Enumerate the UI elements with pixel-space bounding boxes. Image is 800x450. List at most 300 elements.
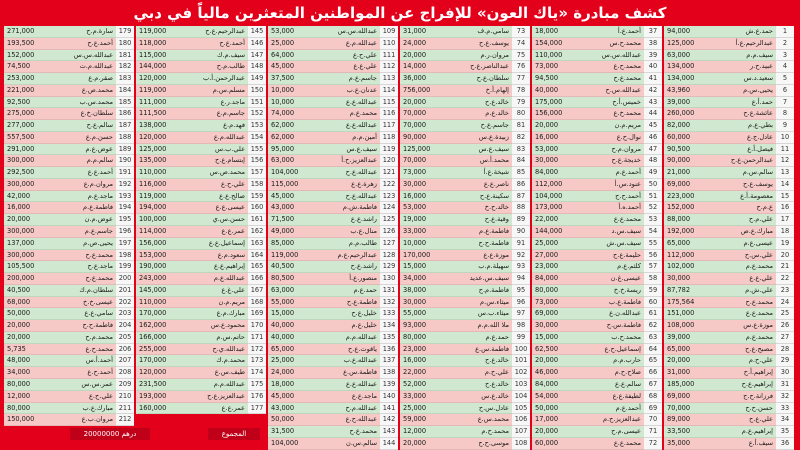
person-name: محمد.ص.ع — [53, 85, 116, 97]
row-number: 54 — [644, 226, 662, 238]
row-number: 104 — [512, 391, 530, 403]
row-number: 100 — [512, 344, 530, 356]
row-number: 189 — [116, 144, 134, 156]
row-number: 53 — [644, 214, 662, 226]
row-number: 17 — [776, 214, 794, 226]
amount-value: 152,000 — [4, 50, 53, 62]
list-column — [530, 26, 662, 450]
table-row — [134, 308, 266, 320]
amount-value: 46,000 — [532, 367, 581, 379]
row-number: 128 — [380, 250, 398, 262]
amount-value: 43,000 — [268, 403, 317, 415]
amount-value: 60,000 — [532, 438, 581, 450]
amount-value: 71,500 — [268, 214, 317, 226]
row-number: 2 — [776, 38, 794, 50]
table-row — [266, 144, 398, 156]
amount-value: 64,000 — [268, 50, 317, 62]
table-row — [266, 108, 398, 120]
table-row — [398, 285, 530, 297]
row-number: 196 — [116, 226, 134, 238]
person-name: سلطان.م.ك — [53, 285, 116, 297]
person-name: سامي.ع.ع — [53, 308, 116, 320]
person-name: علي.ع.ع — [713, 273, 776, 285]
table-row — [134, 355, 266, 367]
list-column — [662, 26, 794, 450]
person-name: خميس.أ.ح — [581, 97, 644, 109]
table-row — [398, 85, 530, 97]
person-name: محمود.ع.س — [185, 320, 248, 332]
row-number: 141 — [380, 403, 398, 415]
row-number: 194 — [116, 202, 134, 214]
amount-value: 119,000 — [268, 250, 317, 262]
row-number: 28 — [776, 344, 794, 356]
amount-value: 260,000 — [664, 108, 713, 120]
person-name: محمد.ع.ح — [53, 250, 116, 262]
amount-value: 15,000 — [532, 332, 581, 344]
person-name: مروان.م.ع — [53, 179, 116, 191]
table-row — [398, 167, 530, 179]
person-name: وقية.ع.ح — [449, 214, 512, 226]
row-number: 181 — [116, 50, 134, 62]
table-row — [530, 273, 662, 285]
amount-value: 16,000 — [532, 132, 581, 144]
amount-value: 43,000 — [268, 202, 317, 214]
person-name: ماجد.ع.م — [53, 191, 116, 203]
person-name: محمد.أ.س — [449, 155, 512, 167]
list-column — [266, 26, 398, 450]
row-number: 79 — [512, 97, 530, 109]
table-row — [530, 238, 662, 250]
amount-value: 69,000 — [532, 308, 581, 320]
person-name: عبدالله.ع.ح — [317, 191, 380, 203]
table-row — [398, 38, 530, 50]
table-row — [2, 285, 134, 297]
amount-value: 48,000 — [4, 355, 53, 367]
person-name: أمين.م.م — [317, 132, 380, 144]
table-row — [2, 191, 134, 203]
amount-value: 45,000 — [268, 191, 317, 203]
table-row — [134, 332, 266, 344]
row-number: 101 — [512, 355, 530, 367]
amount-value: 74,000 — [268, 108, 317, 120]
amount-value: 18,000 — [532, 26, 581, 38]
person-name: مبارك.م.ع — [185, 308, 248, 320]
person-name: سيف.ع.س — [449, 144, 512, 156]
table-row — [662, 250, 794, 262]
row-number: 138 — [380, 367, 398, 379]
amount-value: 119,000 — [136, 85, 185, 97]
table-row — [2, 379, 134, 391]
table-row — [530, 403, 662, 415]
amount-value: 94,500 — [532, 73, 581, 85]
person-name: طالب.م.م — [317, 238, 380, 250]
table-row — [134, 73, 266, 85]
amount-value: 43,960 — [664, 85, 713, 97]
amount-value: 275,000 — [4, 108, 53, 120]
amount-value: 37,500 — [268, 73, 317, 85]
person-name: ناصر.ع.ع — [449, 179, 512, 191]
person-name: صقر.م.ع — [53, 73, 116, 85]
row-number: 159 — [248, 191, 266, 203]
amount-value: 34,000 — [4, 367, 53, 379]
amount-value: 70,000 — [664, 403, 713, 415]
table-row — [530, 367, 662, 379]
table-row — [530, 426, 662, 438]
table-row — [662, 355, 794, 367]
table-row — [662, 179, 794, 191]
table-row — [530, 38, 662, 50]
table-row — [662, 85, 794, 97]
table-row — [530, 26, 662, 38]
person-name: محمد.ح.ب — [581, 332, 644, 344]
table-row — [398, 132, 530, 144]
amount-value: 134,000 — [664, 73, 713, 85]
person-name: حسن.ح.ح — [713, 403, 776, 415]
person-name: سيف.م.ك — [185, 50, 248, 62]
amount-value: 15,000 — [400, 261, 449, 273]
table-row — [2, 155, 134, 167]
table-row — [266, 308, 398, 320]
amount-value: 170,000 — [136, 355, 185, 367]
amount-value: 63,000 — [268, 155, 317, 167]
amount-value: 115,000 — [268, 179, 317, 191]
table-row — [398, 155, 530, 167]
person-name: فاطمة.ع.ح — [317, 297, 380, 309]
amount-value: 69,000 — [664, 179, 713, 191]
person-name: محمد.ص.س — [185, 167, 248, 179]
amount-value: 40,500 — [4, 285, 53, 297]
row-number: 4 — [776, 61, 794, 73]
amount-value: 50,000 — [532, 403, 581, 415]
table-row — [2, 132, 134, 144]
amount-value: 30,000 — [664, 273, 713, 285]
table-row — [266, 202, 398, 214]
table-row — [2, 391, 134, 403]
amount-value: 118,000 — [136, 38, 185, 50]
table-row — [662, 26, 794, 38]
person-name: عبدالله.ع.ع — [317, 379, 380, 391]
row-number: 55 — [644, 238, 662, 250]
amount-value: 93,000 — [400, 320, 449, 332]
amount-value: 80,500 — [268, 273, 317, 285]
amount-value: 10,000 — [268, 85, 317, 97]
row-number: 137 — [380, 355, 398, 367]
table-row — [398, 238, 530, 250]
person-name: محمد.ح.ع — [53, 344, 116, 356]
amount-value: 134,000 — [664, 61, 713, 73]
person-name: لطيفة.ع.ع — [581, 391, 644, 403]
amount-value: 80,000 — [4, 403, 53, 415]
row-number: 127 — [380, 238, 398, 250]
amount-value: 18,000 — [268, 379, 317, 391]
table-row — [2, 297, 134, 309]
person-name: حاتم.س.م — [185, 332, 248, 344]
amount-value: 138,000 — [136, 120, 185, 132]
person-name: عيسى.خ.خ — [53, 297, 116, 309]
person-name: عدنان.ع.ب — [317, 85, 380, 97]
table-row — [134, 226, 266, 238]
row-number: 160 — [248, 202, 266, 214]
amount-value: 92,500 — [4, 97, 53, 109]
person-name: خليل.ع.ح — [317, 308, 380, 320]
amount-value: 63,000 — [268, 285, 317, 297]
amount-value: 40,000 — [532, 85, 581, 97]
person-name: عوض.م.ن — [53, 214, 116, 226]
table-row — [662, 38, 794, 50]
amount-value: 31,000 — [664, 367, 713, 379]
amount-value: 300,000 — [4, 155, 53, 167]
row-number: 52 — [644, 202, 662, 214]
table-row — [2, 108, 134, 120]
person-name: أحمد.ع.ع — [53, 167, 116, 179]
table-row — [398, 367, 530, 379]
row-number: 121 — [380, 167, 398, 179]
list-column — [134, 26, 266, 414]
person-name: حمد.ع.م — [449, 332, 512, 344]
amount-value: 170,000 — [136, 308, 185, 320]
table-row — [398, 191, 530, 203]
row-number: 206 — [116, 344, 134, 356]
row-number: 153 — [248, 120, 266, 132]
row-number: 164 — [248, 250, 266, 262]
person-name: سهيلة.م.ب — [449, 261, 512, 273]
person-name: ماجد.ر.ع — [185, 97, 248, 109]
row-number: 120 — [380, 155, 398, 167]
amount-value: 300,000 — [4, 226, 53, 238]
amount-value: 25,000 — [268, 38, 317, 50]
amount-value: 221,000 — [4, 85, 53, 97]
table-row — [530, 308, 662, 320]
person-name: سيف.س.عديد — [449, 273, 512, 285]
amount-value: 292,500 — [4, 167, 53, 179]
person-name: حمد.أ.ع — [713, 97, 776, 109]
table-row — [266, 403, 398, 415]
table-row — [2, 214, 134, 226]
amount-value: 255,000 — [136, 344, 185, 356]
table-row — [662, 167, 794, 179]
amount-value: 65,000 — [664, 238, 713, 250]
person-name: سلطان.ع.ح — [449, 73, 512, 85]
row-number: 44 — [644, 108, 662, 120]
row-number: 5 — [776, 73, 794, 85]
amount-value: 277,000 — [4, 120, 53, 132]
amount-value: 27,000 — [532, 250, 581, 262]
row-number: 114 — [380, 85, 398, 97]
person-name: طيف.س.ع — [185, 367, 248, 379]
row-number: 96 — [512, 297, 530, 309]
amount-value: 108,000 — [664, 320, 713, 332]
row-number: 171 — [248, 332, 266, 344]
table-row — [662, 50, 794, 62]
amount-value: 55,000 — [268, 297, 317, 309]
amount-value: 300,000 — [4, 250, 53, 262]
total-label: المجموع — [208, 428, 260, 440]
person-name: محمد.ع.ح — [581, 73, 644, 85]
amount-value: 271,000 — [4, 26, 53, 38]
amount-value: 102,000 — [664, 261, 713, 273]
person-name: سالم.س.ن — [317, 438, 380, 450]
table-row — [398, 120, 530, 132]
table-row — [2, 226, 134, 238]
amount-value: 116,000 — [136, 179, 185, 191]
row-number: 162 — [248, 226, 266, 238]
table-row — [266, 38, 398, 50]
person-name: محمد.ع.ع — [581, 214, 644, 226]
amount-value: 24,000 — [400, 38, 449, 50]
amount-value: 156,000 — [136, 238, 185, 250]
person-name: سالم.م.م — [53, 155, 116, 167]
row-number: 204 — [116, 320, 134, 332]
person-name: زبيدة.ع.س — [449, 132, 512, 144]
row-number: 161 — [248, 214, 266, 226]
person-name: صالح.ع.ع — [185, 191, 248, 203]
row-number: 158 — [248, 179, 266, 191]
amount-value: 33,000 — [400, 226, 449, 238]
table-row — [530, 61, 662, 73]
row-number: 19 — [776, 238, 794, 250]
person-name: أحمد.ع.م — [581, 167, 644, 179]
person-name: سكينة.ع.ح — [449, 191, 512, 203]
row-number: 188 — [116, 132, 134, 144]
row-number: 49 — [644, 167, 662, 179]
row-number: 139 — [380, 379, 398, 391]
table-row — [266, 344, 398, 356]
amount-value: 23,000 — [532, 261, 581, 273]
row-number: 80 — [512, 108, 530, 120]
table-row — [398, 108, 530, 120]
person-name: سالم.س.م — [713, 167, 776, 179]
row-number: 142 — [380, 414, 398, 426]
person-name: علي.س.ح — [713, 250, 776, 262]
row-number: 25 — [776, 308, 794, 320]
row-number: 165 — [248, 261, 266, 273]
row-number: 88 — [512, 202, 530, 214]
person-name: عبدالرحيم.ع.أ — [713, 38, 776, 50]
person-name: محمد.س.ع — [449, 414, 512, 426]
row-number: 89 — [512, 214, 530, 226]
table-row — [662, 391, 794, 403]
amount-value: 59,000 — [400, 414, 449, 426]
table-row — [2, 85, 134, 97]
table-row — [266, 61, 398, 73]
amount-value: 90,000 — [664, 155, 713, 167]
row-number: 117 — [380, 120, 398, 132]
row-number: 60 — [644, 297, 662, 309]
table-row — [134, 273, 266, 285]
table-row — [662, 344, 794, 356]
person-name: خالد.ع.س — [449, 391, 512, 403]
person-name: فاطمة.ح.ح — [449, 238, 512, 250]
amount-value: 144,000 — [532, 226, 581, 238]
person-name: جاسم.ع.م — [317, 73, 380, 85]
amount-value: 87,782 — [664, 285, 713, 297]
person-name: محمد.ع.ع — [713, 308, 776, 320]
row-number: 68 — [644, 391, 662, 403]
row-number: 148 — [248, 61, 266, 73]
table-row — [398, 250, 530, 262]
table-row — [266, 191, 398, 203]
amount-value: 42,000 — [4, 191, 53, 203]
amount-value: 35,000 — [664, 438, 713, 450]
amount-value: 175,564 — [664, 297, 713, 309]
person-name: علي.ش.م — [713, 285, 776, 297]
row-number: 26 — [776, 320, 794, 332]
person-name: مسلم.س.م — [185, 85, 248, 97]
table-row — [134, 144, 266, 156]
person-name: عبدالله.ع.ح — [317, 167, 380, 179]
row-number: 82 — [512, 132, 530, 144]
row-number: 186 — [116, 108, 134, 120]
person-name: عمر.ع.ع — [185, 226, 248, 238]
person-name: فاطمة.م.ح — [449, 285, 512, 297]
row-number: 18 — [776, 226, 794, 238]
row-number: 118 — [380, 132, 398, 144]
person-name: صلاح.ح.م — [581, 367, 644, 379]
amount-value: 144,000 — [136, 61, 185, 73]
row-number: 33 — [776, 403, 794, 415]
person-name: سالم.ع.ع — [581, 379, 644, 391]
person-name: ميثاء.ب.س — [449, 308, 512, 320]
table-row — [662, 285, 794, 297]
row-number: 193 — [116, 191, 134, 203]
row-number: 57 — [644, 261, 662, 273]
amount-value: 223,000 — [664, 191, 713, 203]
amount-value: 80,000 — [4, 379, 53, 391]
person-name: مبارك.ع.ب — [53, 403, 116, 415]
row-number: 10 — [776, 132, 794, 144]
person-name: مصبح.ع.ح — [713, 344, 776, 356]
person-name: طالب.م.ح — [185, 61, 248, 73]
amount-value: 150,000 — [4, 414, 53, 426]
person-name: شيخة.ع.أ — [449, 167, 512, 179]
table-row — [662, 438, 794, 450]
table-row — [530, 297, 662, 309]
table-row — [398, 144, 530, 156]
row-number: 136 — [380, 344, 398, 356]
person-name: خالد.ع.ح — [449, 97, 512, 109]
row-number: 11 — [776, 144, 794, 156]
table-row — [266, 132, 398, 144]
table-row — [530, 250, 662, 262]
person-name: عبدالله.م.ت — [53, 61, 116, 73]
person-name: عبدالله.م.م — [317, 332, 380, 344]
row-number: 86 — [512, 179, 530, 191]
person-name: ماجد.ع.ح — [53, 261, 116, 273]
row-number: 177 — [248, 403, 266, 415]
table-row — [398, 426, 530, 438]
row-number: 7 — [776, 97, 794, 109]
amount-value: 90,500 — [664, 144, 713, 156]
row-number: 78 — [512, 85, 530, 97]
table-row — [398, 391, 530, 403]
person-name: ع.م.ح — [713, 202, 776, 214]
amount-value: 120,000 — [136, 73, 185, 85]
person-name: عيسى.م.ح — [581, 426, 644, 438]
person-name: محمد.م.ح — [53, 332, 116, 344]
amount-value: 82,000 — [664, 120, 713, 132]
amount-value: 60,000 — [664, 132, 713, 144]
row-number: 145 — [248, 26, 266, 38]
person-name: جاسم.م.ع — [185, 108, 248, 120]
row-number: 30 — [776, 367, 794, 379]
person-name: سيف.م.م — [713, 50, 776, 62]
amount-value: 120,000 — [136, 132, 185, 144]
amount-value: 200,000 — [4, 273, 53, 285]
person-name: عبدالله.ن.ع — [581, 308, 644, 320]
row-number: 201 — [116, 285, 134, 297]
table-row — [134, 367, 266, 379]
row-number: 174 — [248, 367, 266, 379]
